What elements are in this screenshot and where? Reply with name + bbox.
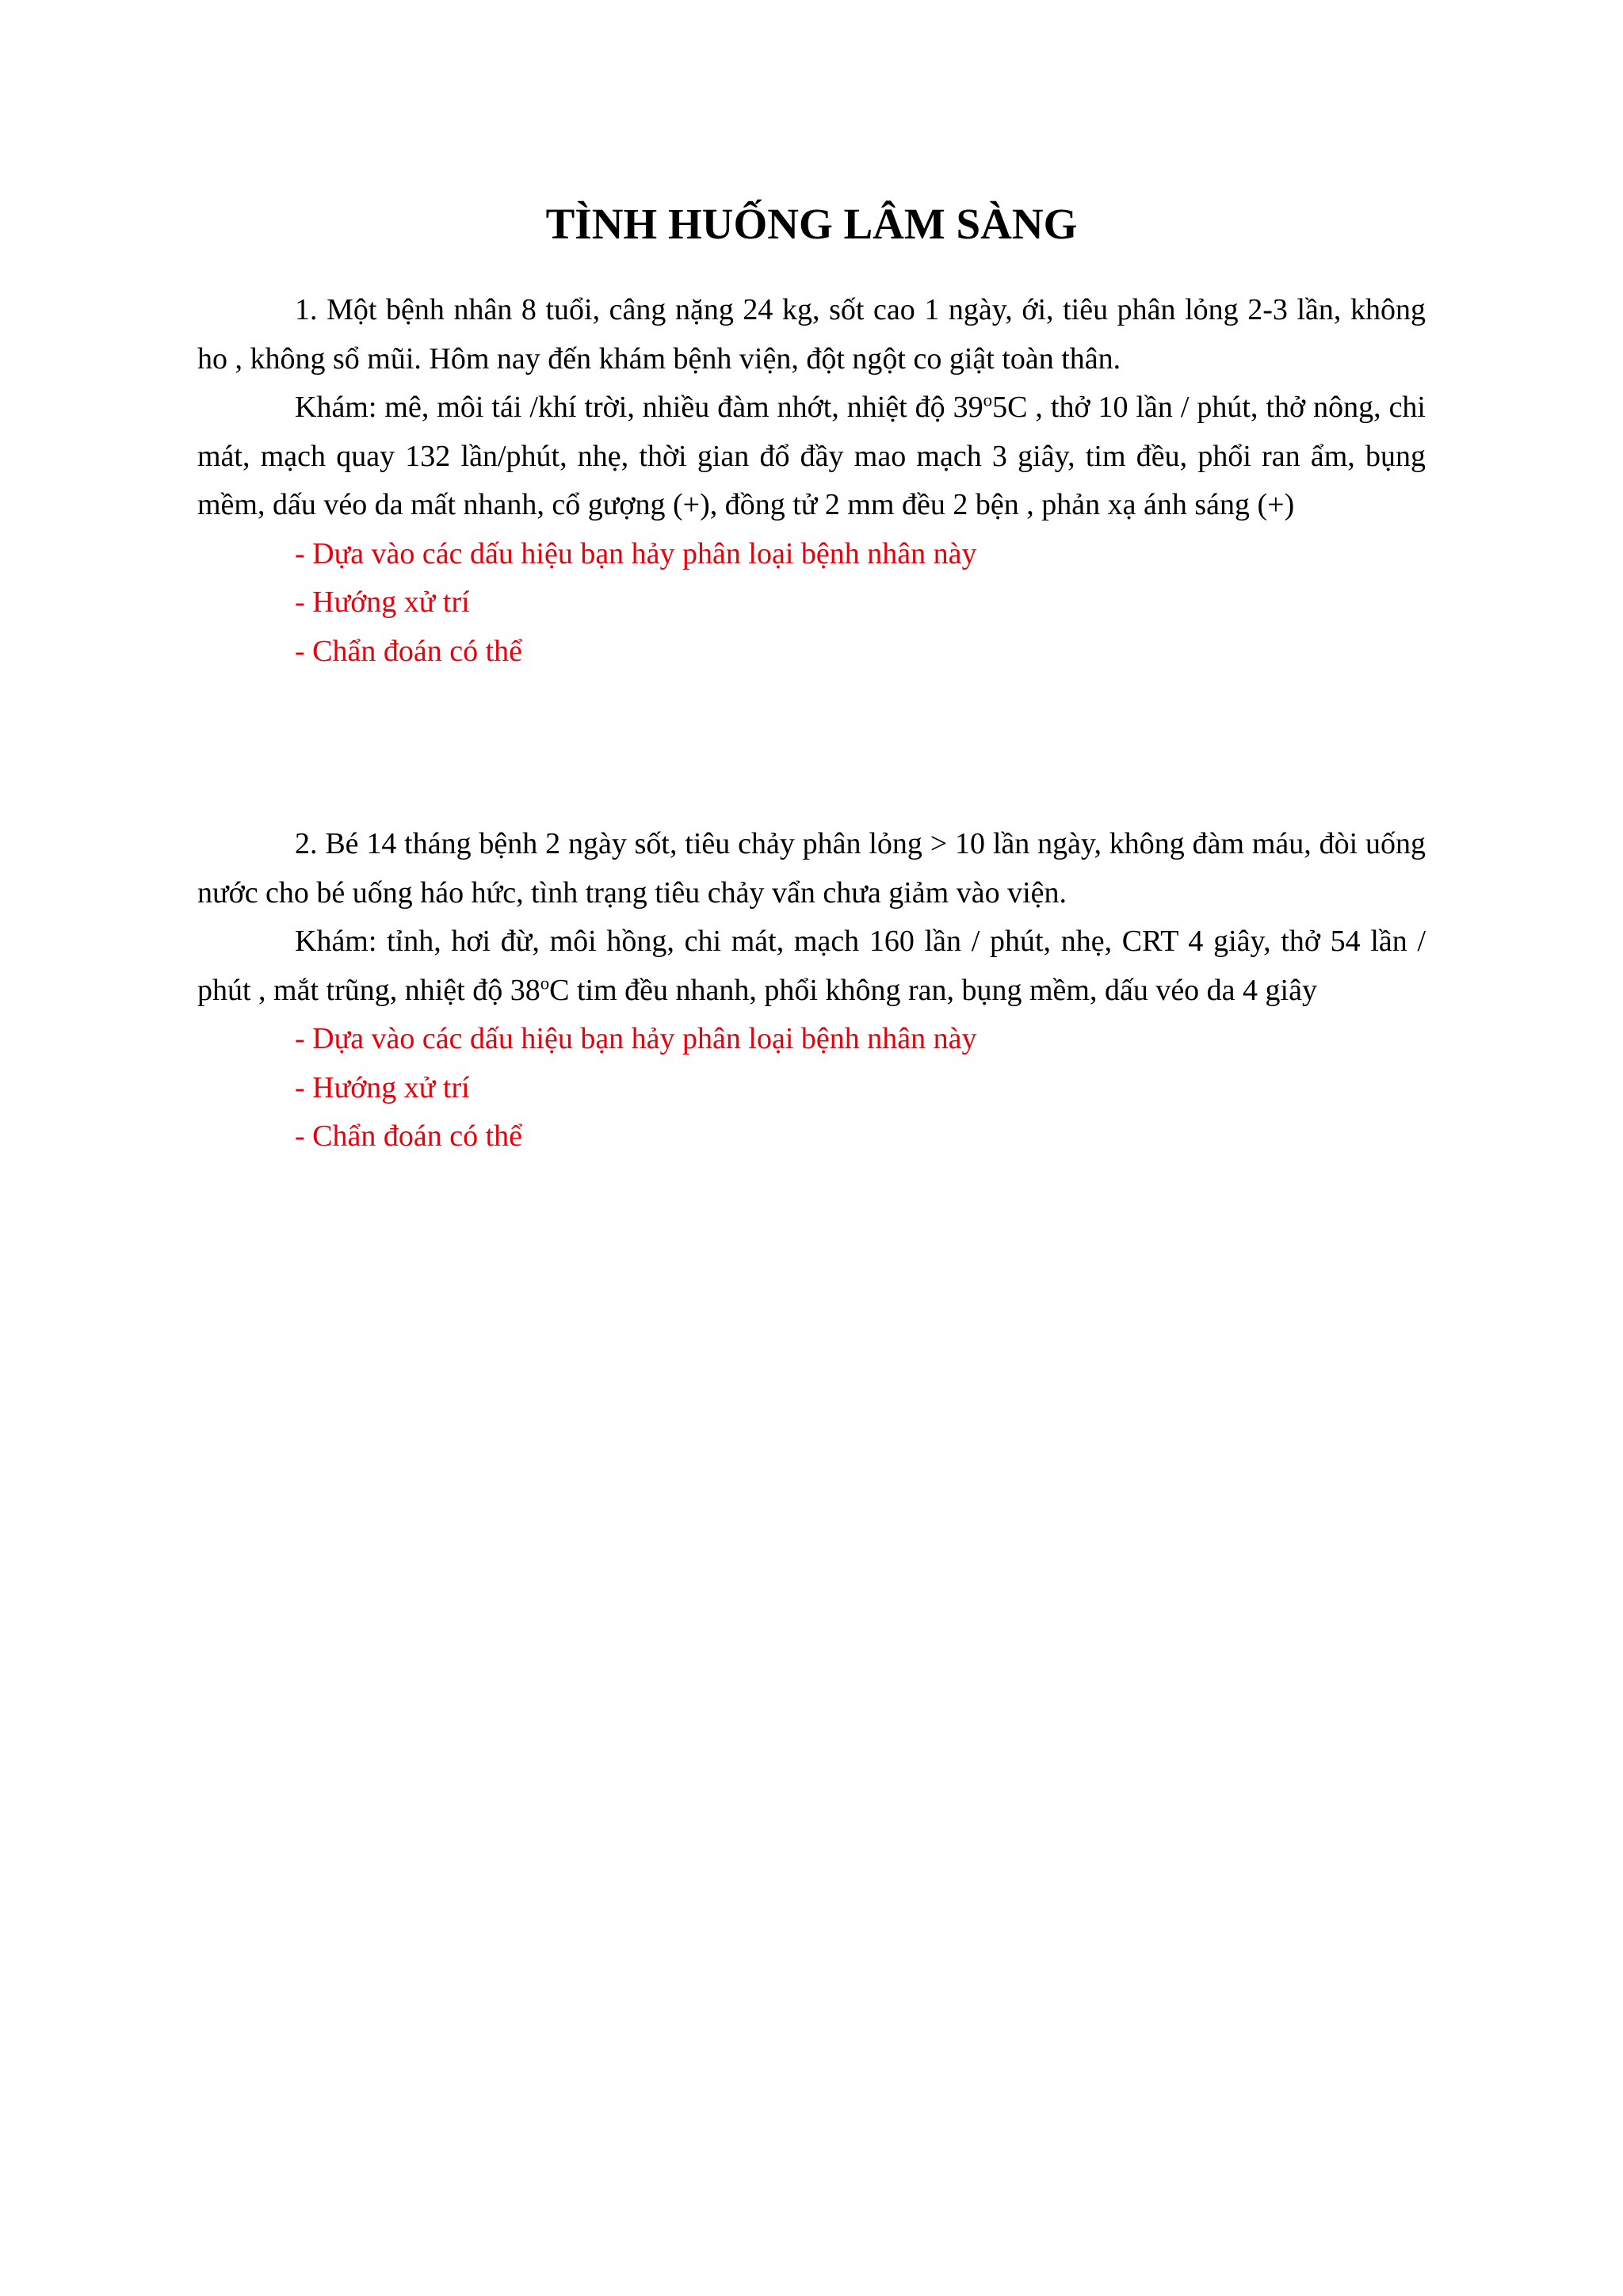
case-1-question-classify: - Dựa vào các dấu hiệu bạn hảy phân loại bệnh nhân này <box>295 536 977 570</box>
case-1-history: 1. Một bệnh nhân 8 tuổi, câng nặng 24 kg, sốt cao 1 ngày, ới, tiêu phân lỏng 2-3 lần, không ho , không sổ mũi. Hôm nay đến khám bệnh viện, đột ngột co giật toàn thân. <box>197 293 1426 376</box>
page-title: TÌNH HUỐNG LÂM SÀNG <box>545 200 1078 248</box>
case-2-exam-text-b: C tim đều nhanh, phổi không ran, bụng mềm, dấu véo da 4 giây <box>549 973 1317 1007</box>
case-2-question-classify: - Dựa vào các dấu hiệu bạn hảy phân loại bệnh nhân này <box>295 1022 977 1055</box>
case-1-exam-text-b: 5C , thở 10 lần / phút, thở nông, chi mát, mạch quay 132 lần/phút, nhẹ, thời gian đổ đầy mao mạch 3 giây, tim đều, phổi ran ẩm, bụng mềm, dấu véo da mất nhanh, cổ gượng (+), đồng tử 2 mm đều 2 bện , phản xạ ánh sáng (+) <box>197 391 1426 521</box>
case-2-exam-text-a: Khám: tỉnh, hơi đừ, môi hồng, chi mát, mạch 160 lần / phút, nhẹ, CRT 4 giây, thở 54 lần / phút , mắt trũng, nhiệt độ 38 <box>197 925 1426 1007</box>
case-2-history: 2. Bé 14 tháng bệnh 2 ngày sốt, tiêu chảy phân lỏng > 10 lần ngày, không đàm máu, đòi uống nước cho bé uống háo hức, tình trạng tiêu chảy vẩn chưa giảm vào viện. <box>197 827 1426 910</box>
case-1-exam <box>197 383 1426 530</box>
case-2-question-diagnosis: - Chẩn đoán có thể <box>295 1119 523 1153</box>
case-1-degree-mark: o <box>983 390 993 410</box>
case-2-degree-mark: o <box>540 972 550 993</box>
case-2-question-management: - Hướng xử trí <box>295 1070 470 1104</box>
case-2-exam <box>197 917 1426 1015</box>
case-1-question-diagnosis: - Chẩn đoán có thể <box>295 634 523 668</box>
case-1-exam-text-a: Khám: mê, môi tái /khí trời, nhiều đàm nhớt, nhiệt độ 39 <box>295 391 983 424</box>
clinical-case-1 <box>197 286 1426 676</box>
clinical-case-2 <box>197 820 1426 1161</box>
case-1-question-management: - Hướng xử trí <box>295 585 470 619</box>
